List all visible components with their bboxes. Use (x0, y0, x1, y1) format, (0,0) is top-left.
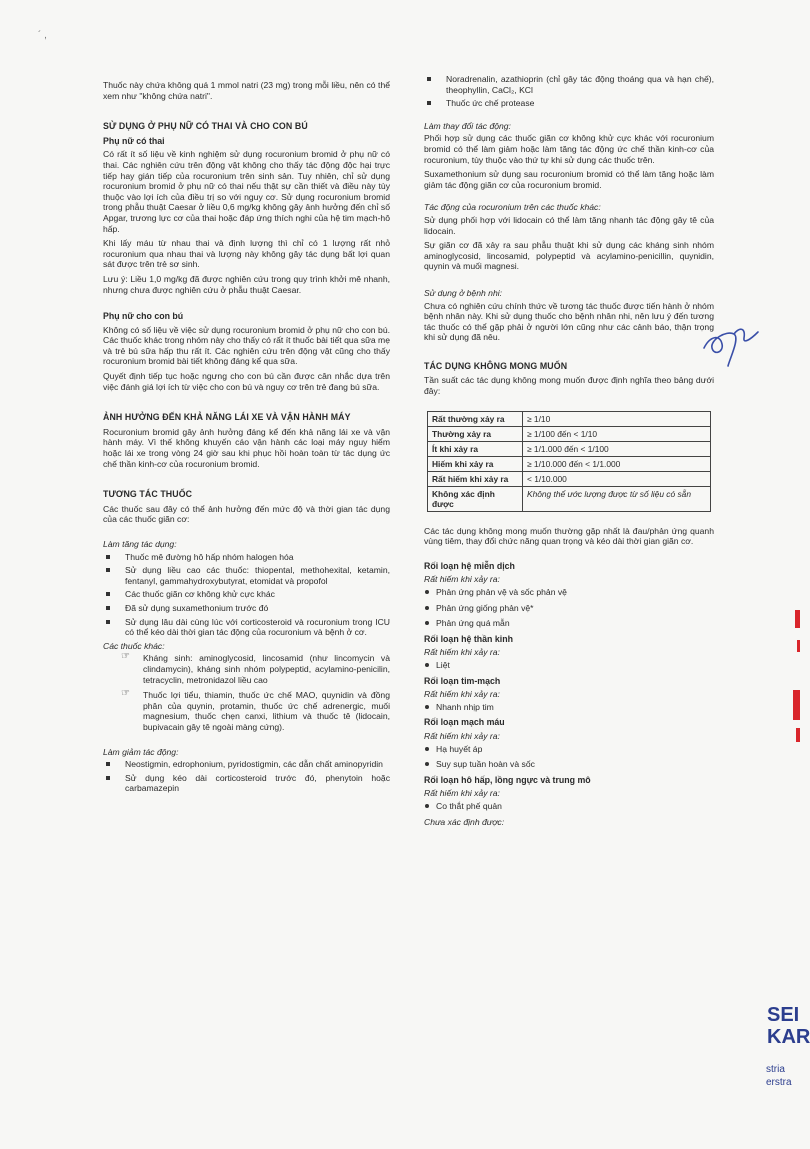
table-cell: ≥ 1/10.000 đến < 1/1.000 (523, 456, 711, 471)
paragraph: Sử dụng phối hợp với lidocain có thể làm tăng nhanh tác động gây tê của lidocain. (424, 214, 714, 236)
list-item: Suy sụp tuần hoàn và sốc (436, 759, 714, 770)
left-column (103, 80, 390, 797)
list-item: Sử dụng lâu dài cùng lúc với corticosteroid và rocuronium trong ICU có thể kéo dài thời gian tác động của rocuronium và bệnh ở cơ. (125, 616, 390, 638)
list-item: Thuốc ức chế protease (446, 98, 714, 109)
section-title-driving: ẢNH HƯỞNG ĐẾN KHẢ NĂNG LÁI XE VÀ VẬN HÀNH MÁY (103, 412, 351, 423)
paragraph: Suxamethonium sử dụng sau rocuronium bromid có thể làm tăng hoặc làm giảm tác động giãn cơ của rocuronium bromid. (424, 169, 714, 190)
logo-subline: stria (766, 1064, 785, 1075)
list-item: Sử dụng liều cao các thuốc: thiopental, methohexital, ketamin, fentanyl, gammahydroxybutyrat, etomidat và propofol (125, 565, 390, 586)
list-item: ☞ Thuốc lợi tiểu, thiamin, thuốc ức chế MAO, quynidin và đồng phân của quynin, protamin, thuốc ức chế adrenergic, muối magnesium, thuốc chẹn canxi, lithium và thuốc tê (lidocain, bupivacain gây tê ngoài màng cứng). (143, 690, 390, 732)
paragraph: Chưa có nghiên cứu chính thức về tương tác thuốc được tiến hành ở nhóm bệnh nhân này. Khi sử dụng thuốc cho bệnh nhân nhi, nên lưu ý đến tương tác thuốc có thể gặp phải ở người lớn cũng như các cảnh báo, thận trọng khi sử dụng đã nêu. (424, 300, 714, 343)
list-item: Hạ huyết áp (436, 744, 714, 755)
group-frequency: Rất hiếm khi xảy ra: (424, 730, 500, 741)
table-cell: Thường xảy ra (428, 426, 523, 441)
label-decrease: Làm giảm tác động: (103, 746, 179, 757)
paragraph: Các tác dụng không mong muốn thường gặp nhất là đau/phản ứng quanh vùng tiêm, thay đổi chức năng quan trọng và kéo dài thời gian giãn cơ. (424, 525, 714, 547)
table-cell: ≥ 1/1.000 đến < 1/100 (523, 441, 711, 456)
group-title: Rối loạn hệ thần kinh (424, 633, 513, 644)
section-title-pregnancy: SỬ DỤNG Ở PHỤ NỮ CÓ THAI VÀ CHO CON BÚ (103, 121, 308, 132)
label-increase: Làm tăng tác dụng: (103, 539, 177, 549)
paragraph: Lưu ý: Liều 1,0 mg/kg đã được nghiên cứu trong quy trình khởi mê nhanh, nhưng chưa được nghiên cứu ở phẫu thuật Caesar. (103, 273, 390, 295)
table-cell: Rất hiếm khi xảy ra (428, 471, 523, 486)
label-pediatric: Sử dụng ở bệnh nhi: (424, 287, 503, 298)
list-item: Liệt (436, 660, 714, 671)
label-other: Các thuốc khác: (103, 640, 165, 651)
subheading-pregnant: Phụ nữ có thai (103, 135, 165, 146)
list-item: Noradrenalin, azathioprin (chỉ gây tác động thoáng qua và hạn chế), theophyllin, CaCl₂, KCl (446, 74, 714, 95)
table-cell: Không thể ước lượng được từ số liệu có sẵn (523, 486, 711, 511)
group-frequency: Chưa xác định được: (424, 816, 505, 827)
list-item: Phản ứng quá mẫn (436, 618, 714, 629)
list-item: Đã sử dụng suxamethonium trước đó (125, 603, 390, 614)
logo-line: SEI (767, 1004, 800, 1026)
logo-line: KAR (767, 1026, 810, 1048)
section-title-interactions: TƯƠNG TÁC THUỐC (103, 489, 193, 500)
list-other (103, 653, 390, 732)
section-title-adverse: TÁC DỤNG KHÔNG MONG MUỐN (424, 360, 568, 371)
paragraph: Sự giãn cơ đã xảy ra sau phẫu thuật khi sử dụng các kháng sinh nhóm aminoglycosid, lincosamid, polypeptid và acylamino-penicillin, quynidin, quynin và muối magnesi. (424, 240, 714, 272)
group-list (424, 801, 714, 812)
list-increase (103, 552, 390, 638)
edge-logo-fragment (793, 600, 800, 750)
logo-subline: erstra (766, 1077, 792, 1088)
table-cell: Không xác định được (428, 486, 523, 511)
group-list (424, 660, 714, 671)
list-continued (424, 74, 714, 109)
group-frequency: Rất hiếm khi xảy ra: (424, 689, 500, 700)
paragraph: Rocuronium bromid gây ảnh hưởng đáng kể đến khả năng lái xe và vận hành máy. Vì thế không khuyến cáo vận hành các loại máy nguy hiểm hoặc lái xe trong vòng 24 giờ sau khi phục hồi hoàn toàn từ tác dụng ức chế thần kinh-cơ của rocuronium bromid. (103, 426, 390, 469)
paragraph: Các thuốc sau đây có thể ảnh hưởng đến mức độ và thời gian tác dụng của các thuốc giãn cơ: (103, 503, 390, 525)
group-title: Rối loạn hệ miễn dịch (424, 560, 515, 571)
paragraph: Có rất ít số liệu về kinh nghiệm sử dụng rocuronium bromid ở phụ nữ có thai. Các nghiên cứu trên động vật không cho thấy tác động độc hại trực tiếp hay gián tiếp của rocuronium trên sinh sản. Tuy nhiên, chỉ sử dụng rocuronium bromid ở phụ nữ có thai nếu thật sự cần thiết và điều này tùy thuộc vào lợi ích của điều trị so với nguy cơ. Sử dụng rocuronium bromid trong phẫu thuật Caesar ở liều 0,6 mg/kg không gây ảnh hưởng đến chỉ số Apgar, trương lực cơ của thai hoặc đáp ứng thích nghi của hệ tim mạch-hô hấp. (103, 149, 390, 234)
paragraph: Quyết định tiếp tục hoặc ngưng cho con bú cần được cân nhắc dựa trên việc đánh giá lợi ích từ việc cho con bú và nguy cơ trên trẻ đang bú sữa. (103, 371, 390, 392)
group-list (424, 702, 714, 713)
table-cell: ≥ 1/100 đến < 1/10 (523, 426, 711, 441)
group-frequency: Rất hiếm khi xảy ra: (424, 788, 500, 799)
group-title: Rối loạn tim-mạch (424, 675, 501, 686)
table-row (428, 456, 711, 471)
company-logo-fragment (767, 1004, 810, 1048)
table-row (428, 441, 711, 456)
table-cell: Rất thường xảy ra (428, 411, 523, 426)
group-list (424, 587, 714, 629)
paragraph: Khi lấy máu từ nhau thai và định lượng thì chỉ có 1 lượng rất nhỏ rocuronium qua nhau thai và lượng này không gây tác dụng bất lợi quan sát được trên trẻ sơ sinh. (103, 238, 390, 270)
list-item: ☞ Kháng sinh: aminoglycosid, lincosamid (như lincomycin và clindamycin), kháng sinh nhóm polypeptid, acylamino-penicilin, tetracyclin, metronidazol liều cao (143, 653, 390, 685)
signature-mark (700, 318, 760, 368)
list-item: Co thắt phế quản (436, 801, 714, 812)
paragraph: Không có số liệu về việc sử dụng rocuronium bromid ở phụ nữ cho con bú. Các thuốc khác trong nhóm này cho thấy có rất ít thuốc bài tiết qua sữa mẹ và trẻ bú sữa hấp thu rất ít. Các nghiên cứu trên động vật cũng cho thấy rocuronium bromid bài tiết không đáng kể qua sữa. (103, 324, 390, 367)
paragraph: Tần suất các tác dụng không mong muốn được định nghĩa theo bảng dưới đây: (424, 375, 714, 397)
list-item: Sử dụng kéo dài corticosteroid trước đó, phenytoin hoặc carbamazepin (125, 772, 390, 794)
table-cell: ≥ 1/10 (523, 411, 711, 426)
table-row (428, 411, 711, 426)
table-cell: Ít khi xảy ra (428, 441, 523, 456)
list-item: Các thuốc giãn cơ không khử cực khác (125, 589, 390, 600)
sodium-note: Thuốc này chứa không quá 1 mmol natri (23 mg) trong mỗi liều, nên có thể xem như "không chứa natri". (103, 80, 390, 101)
subheading-breastfeeding: Phụ nữ cho con bú (103, 311, 184, 322)
table-row (428, 471, 711, 486)
group-title: Rối loạn mạch máu (424, 717, 505, 728)
table-row (428, 486, 711, 511)
list-item: Thuốc mê đường hô hấp nhóm halogen hóa (125, 552, 390, 563)
paragraph: Phối hợp sử dụng các thuốc giãn cơ không khử cực khác với rocuronium bromid có thể làm giảm hoặc làm tăng tác động ức chế thần kinh-cơ của rocuronium, tùy thuộc vào thứ tự khi sử dụng các thuốc trên. (424, 133, 714, 165)
frequency-table (427, 411, 711, 512)
group-frequency: Rất hiếm khi xảy ra: (424, 647, 500, 658)
list-item: Neostigmin, edrophonium, pyridostigmin, các dẫn chất aminopyridin (125, 759, 390, 770)
company-logo-subtext (766, 1063, 806, 1089)
corner-mark: ´ , (38, 30, 47, 41)
list-item: Nhanh nhịp tim (436, 702, 714, 713)
label-change: Làm thay đổi tác động: (424, 120, 511, 131)
right-column (424, 74, 714, 829)
group-title: Rối loạn hô hấp, lồng ngực và trung mô (424, 774, 591, 785)
list-item: Phản ứng giống phản vệ* (436, 603, 714, 614)
list-item: Phản ứng phản vệ và sốc phản vệ (436, 587, 714, 598)
group-frequency: Rất hiếm khi xảy ra: (424, 574, 500, 585)
table-cell: Hiếm khi xảy ra (428, 456, 523, 471)
list-decrease (103, 759, 390, 794)
table-row (428, 426, 711, 441)
label-effect: Tác động của rocuronium trên các thuốc khác: (424, 202, 601, 213)
table-cell: < 1/10.000 (523, 471, 711, 486)
group-list (424, 744, 714, 770)
